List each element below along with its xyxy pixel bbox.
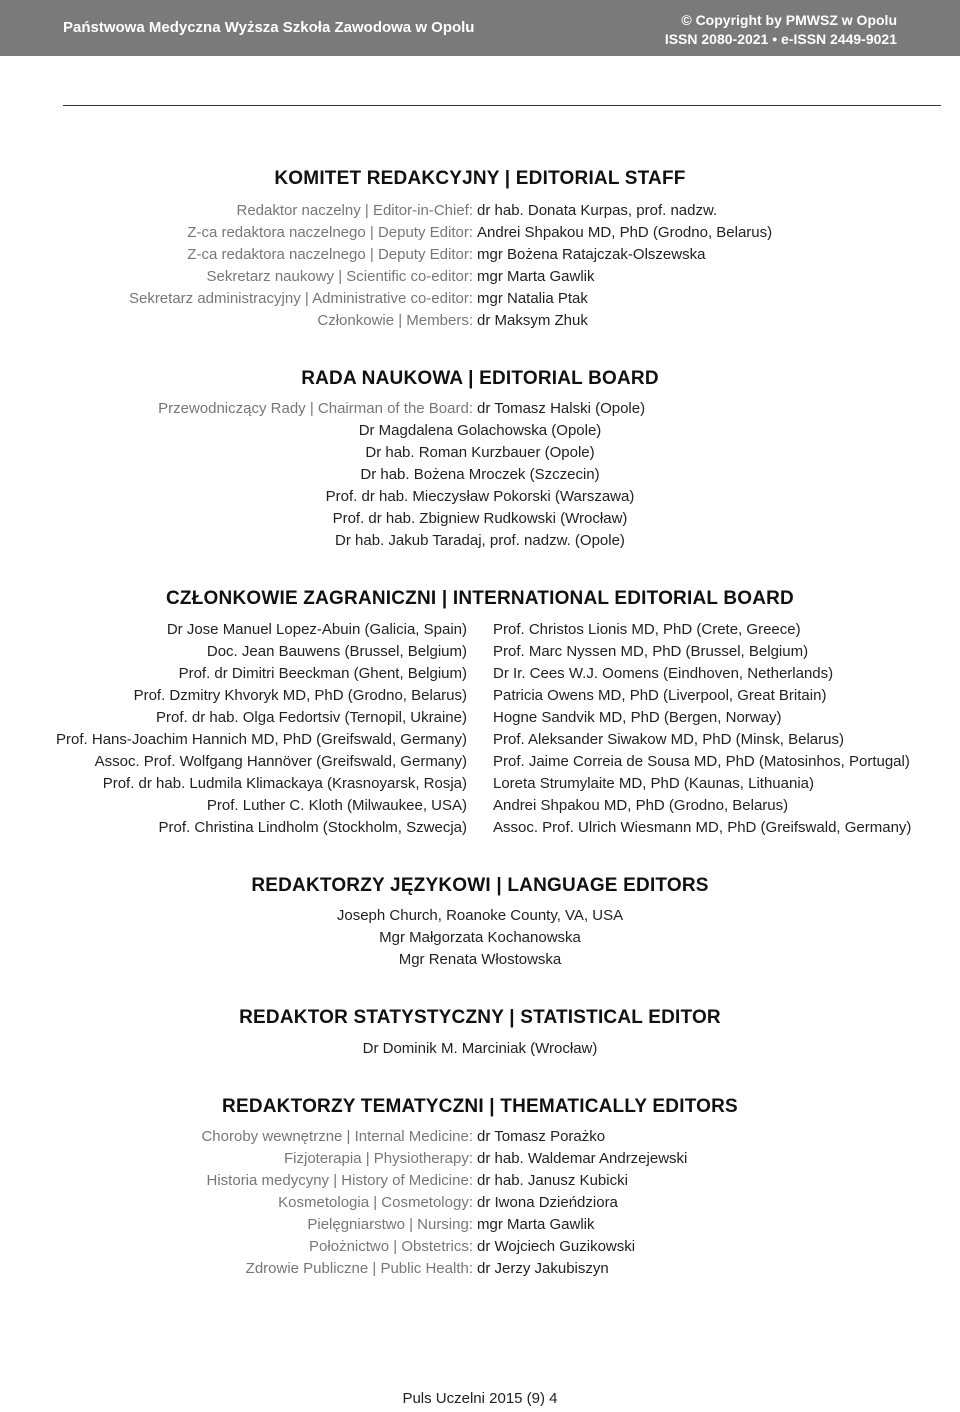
copyright-block bbox=[665, 11, 897, 49]
chair-label: Przewodniczący Rady | Chairman of the Board: bbox=[158, 400, 473, 417]
chair-value: dr Tomasz Halski (Opole) bbox=[477, 400, 646, 417]
intl-member-left: Prof. Dzmitry Khvoryk MD, PhD (Grodno, Belarus) bbox=[133, 687, 467, 704]
intl-member-right: Andrei Shpakou MD, PhD (Grodno, Belarus) bbox=[493, 797, 789, 814]
staff-label: Sekretarz administracyjny | Administrative co-editor: bbox=[128, 290, 473, 307]
staff-value: dr hab. Donata Kurpas, prof. nadzw. bbox=[477, 202, 718, 219]
thematic-value: dr Jerzy Jakubiszyn bbox=[477, 1260, 609, 1277]
staff-value: mgr Natalia Ptak bbox=[477, 290, 588, 307]
staff-label: Członkowie | Members: bbox=[317, 312, 473, 329]
intl-member-right: Loreta Strumylaite MD, PhD (Kaunas, Lithuania) bbox=[493, 775, 814, 792]
board-member: Dr hab. Bożena Mroczek (Szczecin) bbox=[360, 466, 600, 483]
intl-member-left: Prof. Christina Lindholm (Stockholm, Szwecja) bbox=[158, 819, 467, 836]
thematic-value: dr hab. Janusz Kubicki bbox=[477, 1172, 628, 1189]
page-footer: Puls Uczelni 2015 (9) 4 bbox=[402, 1390, 558, 1407]
thematic-label: Położnictwo | Obstetrics: bbox=[309, 1238, 473, 1255]
thematic-label: Historia medycyny | History of Medicine: bbox=[206, 1172, 473, 1189]
board-member: Prof. dr hab. Zbigniew Rudkowski (Wrocław) bbox=[332, 510, 628, 527]
intl-member-right: Prof. Marc Nyssen MD, PhD (Brussel, Belgium) bbox=[493, 643, 809, 660]
board-member: Dr hab. Roman Kurzbauer (Opole) bbox=[365, 444, 595, 461]
intl-member-right: Prof. Jaime Correia de Sousa MD, PhD (Matosinhos, Portugal) bbox=[493, 753, 910, 770]
staff-label: Redaktor naczelny | Editor-in-Chief: bbox=[236, 202, 473, 219]
thematic-editors-heading: REDAKTORZY TEMATYCZNI | THEMATICALLY EDITORS bbox=[222, 1096, 738, 1117]
staff-value: dr Maksym Zhuk bbox=[477, 312, 588, 329]
thematic-value: dr Iwona Dzieńdziora bbox=[477, 1194, 618, 1211]
board-member: Dr hab. Jakub Taradaj, prof. nadzw. (Opole) bbox=[335, 532, 625, 549]
copyright-text: © Copyright by PMWSZ w Opolu bbox=[681, 12, 897, 28]
intl-member-right: Prof. Aleksander Siwakow MD, PhD (Minsk, Belarus) bbox=[493, 731, 844, 748]
institution-name: Państwowa Medyczna Wyższa Szkoła Zawodowa w Opolu bbox=[63, 19, 475, 36]
language-editor: Mgr Małgorzata Kochanowska bbox=[379, 929, 581, 946]
board-member: Prof. dr hab. Mieczysław Pokorski (Warszawa) bbox=[325, 488, 635, 505]
language-editor: Joseph Church, Roanoke County, VA, USA bbox=[336, 907, 624, 924]
intl-member-left: Doc. Jean Bauwens (Brussel, Belgium) bbox=[206, 643, 467, 660]
thematic-value: dr Tomasz Porażko bbox=[477, 1128, 606, 1145]
staff-label: Z-ca redaktora naczelnego | Deputy Editor: bbox=[187, 224, 473, 241]
statistical-editor: Dr Dominik M. Marciniak (Wrocław) bbox=[362, 1040, 598, 1057]
intl-member-right: Patricia Owens MD, PhD (Liverpool, Great Britain) bbox=[493, 687, 827, 704]
header-divider bbox=[63, 105, 941, 106]
intl-member-left: Prof. dr Dimitri Beeckman (Ghent, Belgium) bbox=[178, 665, 467, 682]
thematic-label: Zdrowie Publiczne | Public Health: bbox=[245, 1260, 473, 1277]
staff-value: mgr Marta Gawlik bbox=[477, 268, 595, 285]
staff-label: Z-ca redaktora naczelnego | Deputy Editor: bbox=[187, 246, 473, 263]
international-board-heading: CZŁONKOWIE ZAGRANICZNI | INTERNATIONAL EDITORIAL BOARD bbox=[166, 588, 794, 609]
thematic-label: Choroby wewnętrzne | Internal Medicine: bbox=[201, 1128, 473, 1145]
intl-member-right: Assoc. Prof. Ulrich Wiesmann MD, PhD (Greifswald, Germany) bbox=[493, 819, 912, 836]
thematic-label: Fizjoterapia | Physiotherapy: bbox=[284, 1150, 473, 1167]
intl-member-left: Dr Jose Manuel Lopez-Abuin (Galicia, Spain) bbox=[166, 621, 467, 638]
thematic-value: dr hab. Waldemar Andrzejewski bbox=[477, 1150, 688, 1167]
statistical-editor-heading: REDAKTOR STATYSTYCZNY | STATISTICAL EDITOR bbox=[239, 1007, 721, 1028]
thematic-label: Kosmetologia | Cosmetology: bbox=[278, 1194, 473, 1211]
intl-member-left: Prof. dr hab. Olga Fedortsiv (Ternopil, Ukraine) bbox=[156, 709, 467, 726]
intl-member-right: Prof. Christos Lionis MD, PhD (Crete, Greece) bbox=[493, 621, 801, 638]
editorial-board-heading: RADA NAUKOWA | EDITORIAL BOARD bbox=[301, 368, 659, 389]
issn-text: ISSN 2080-2021 • e-ISSN 2449-9021 bbox=[664, 31, 897, 47]
staff-value: mgr Bożena Ratajczak-Olszewska bbox=[477, 246, 706, 263]
staff-label: Sekretarz naukowy | Scientific co-editor: bbox=[206, 268, 473, 285]
intl-member-left: Prof. dr hab. Ludmila Klimackaya (Krasnoyarsk, Rosja) bbox=[102, 775, 467, 792]
intl-member-right: Hogne Sandvik MD, PhD (Bergen, Norway) bbox=[493, 709, 782, 726]
language-editor: Mgr Renata Włostowska bbox=[398, 951, 562, 968]
thematic-value: dr Wojciech Guzikowski bbox=[477, 1238, 636, 1255]
thematic-value: mgr Marta Gawlik bbox=[477, 1216, 595, 1233]
board-member: Dr Magdalena Golachowska (Opole) bbox=[358, 422, 602, 439]
staff-value: Andrei Shpakou MD, PhD (Grodno, Belarus) bbox=[477, 224, 773, 241]
intl-member-left: Prof. Luther C. Kloth (Milwaukee, USA) bbox=[206, 797, 467, 814]
editorial-staff-heading: KOMITET REDAKCYJNY | EDITORIAL STAFF bbox=[274, 168, 686, 189]
page-header bbox=[0, 0, 960, 56]
intl-member-left: Assoc. Prof. Wolfgang Hannöver (Greifswald, Germany) bbox=[94, 753, 467, 770]
intl-member-left: Prof. Hans-Joachim Hannich MD, PhD (Greifswald, Germany) bbox=[56, 731, 467, 748]
intl-member-right: Dr Ir. Cees W.J. Oomens (Eindhoven, Netherlands) bbox=[493, 665, 834, 682]
thematic-label: Pielęgniarstwo | Nursing: bbox=[307, 1216, 473, 1233]
language-editors-heading: REDAKTORZY JĘZYKOWI | LANGUAGE EDITORS bbox=[251, 875, 709, 896]
